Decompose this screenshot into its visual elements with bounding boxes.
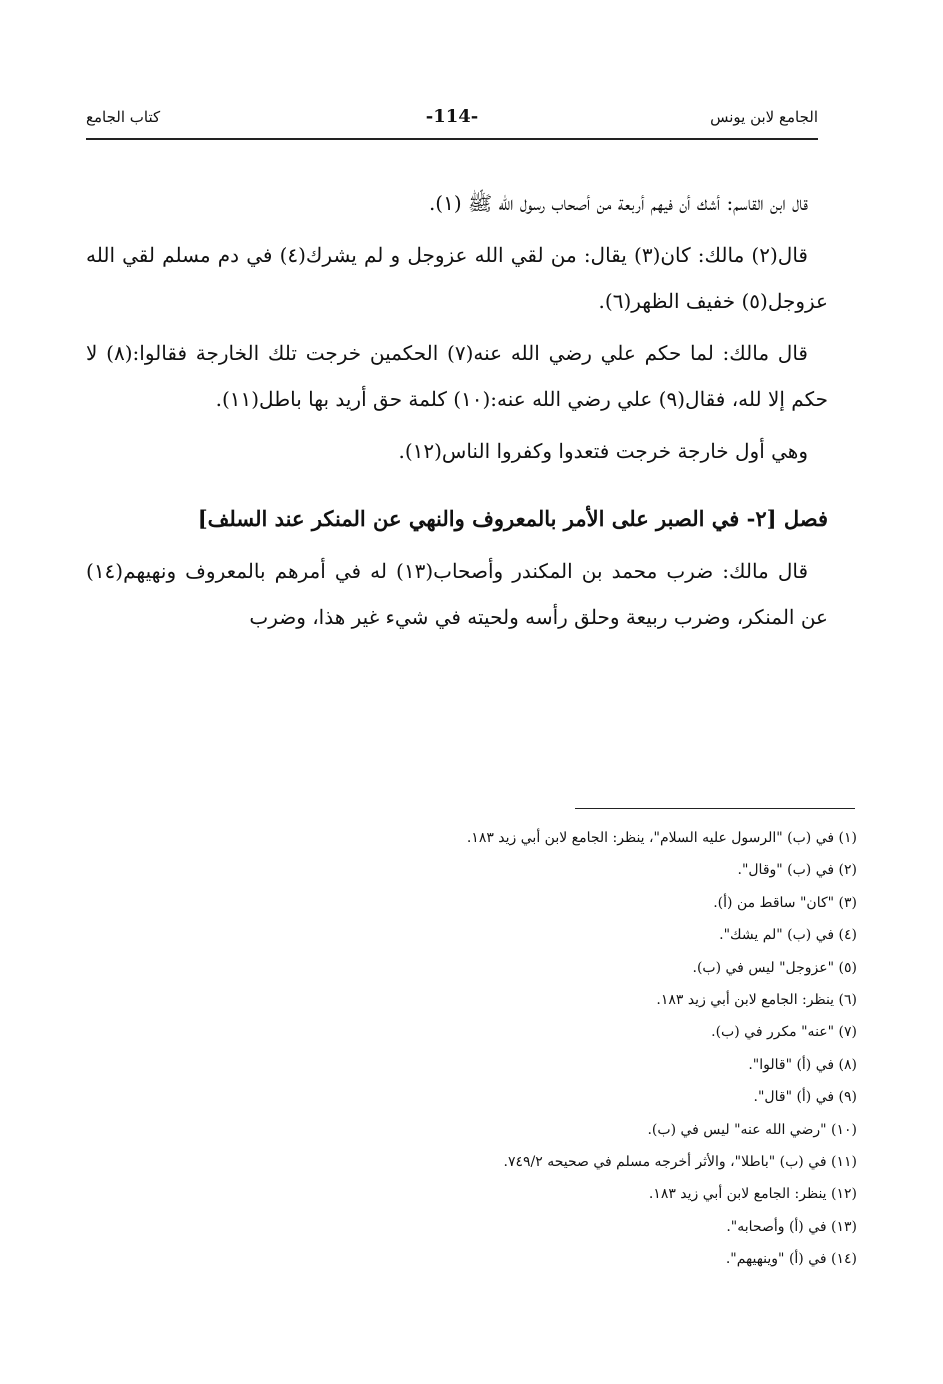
page-number: -114- (425, 106, 479, 127)
section-heading: فصل [٢- في الصبر على الأمر بالمعروف والنهي عن المنكر عند السلف] (197, 506, 828, 531)
main-text (86, 180, 828, 646)
footnote: (١) في (ب) "الرسول عليه السلام"، ينظر: الجامع لابن أبي زيد ١٨٣. (466, 830, 857, 846)
footnote: (٦) ينظر: الجامع لابن أبي زيد ١٨٣. (656, 992, 857, 1009)
paragraph: قال مالك: لما حكم علي رضي الله عنه(٧) الحكمين خرجت تلك الخارجة فقالوا:(٨) لا حكم إلا لله، فقال(٩) علي رضي الله عنه:(١٠) كلمة حق أريد بها باطل(١١). (86, 341, 828, 411)
footnote-divider (575, 808, 855, 809)
paragraph: وهي أول خارجة خرجت فتعدوا وكفروا الناس(١٢). (398, 439, 808, 463)
footnote: (٨) في (أ) "قالوا". (748, 1056, 857, 1073)
footnote: (٩) في (أ) "قال". (753, 1089, 857, 1106)
book-title: الجامع لابن يونس (710, 108, 818, 126)
footnote: (٣) "كان" ساقط من (أ). (713, 894, 857, 911)
footnote: (١٣) في (أ) وأصحابه". (726, 1218, 857, 1235)
footnote: (١١) في (ب) "باطلا"، والأثر أخرجه مسلم في صحيحه ٧٤٩/٢. (503, 1154, 857, 1171)
footnote: (١٢) ينظر: الجامع لابن أبي زيد ١٨٣. (648, 1186, 857, 1203)
footnotes (297, 822, 857, 1276)
footnote: (١٠) "رضي الله عنه" ليس في (ب). (647, 1121, 857, 1138)
footnote: (٧) "عنه" مكرر في (ب). (711, 1024, 857, 1041)
page-header (86, 108, 818, 140)
paragraph: قال ابن القاسم: أشك أن فيهم أربعة من أصحاب رسول الله ﷺ (١). (428, 191, 808, 215)
paragraph: قال(٢) مالك: كان(٣) يقال: من لقي الله عزوجل و لم يشرك(٤) في دم مسلم لقي الله عزوجل(٥) خفيف الظهر(٦). (86, 243, 828, 313)
chapter-title: كتاب الجامع (86, 108, 161, 126)
paragraph: قال مالك: ضرب محمد بن المكندر وأصحاب(١٣) له في أمرهم بالمعروف ونهيهم(١٤) عن المنكر، وضرب ربيعة وحلق رأسه ولحيته في شيء غير هذا، وضرب (86, 559, 828, 629)
footnote: (٥) "عزوجل" ليس في (ب). (692, 959, 857, 976)
footnote: (١٤) في (أ) "وينهيهم". (725, 1251, 857, 1268)
footnote: (٢) في (ب) "وقال". (737, 862, 857, 879)
footnote: (٤) في (ب) "لم يشك". (719, 927, 857, 944)
